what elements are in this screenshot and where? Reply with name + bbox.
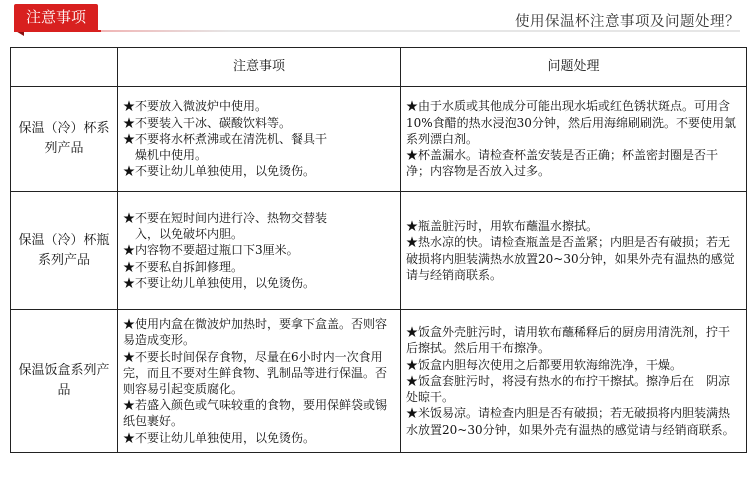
header-empty-cell — [11, 48, 118, 87]
note-line: ★不要让幼儿单独使用，以免烫伤。 — [123, 275, 316, 290]
care-table — [10, 47, 747, 453]
category-cell: 保温饭盒系列产品 — [11, 310, 118, 453]
note-line: ★不要装入干冰、碳酸饮料等。 — [123, 115, 292, 130]
notes-cell — [118, 192, 401, 310]
note-line: ★不要让幼儿单独使用，以免烫伤。 — [123, 164, 316, 179]
note-line: 燥机中使用。 — [135, 148, 208, 163]
note-line: ★不要让幼儿单独使用，以免烫伤。 — [123, 430, 316, 445]
note-line: ★内容物不要超过瓶口下3厘米。 — [123, 243, 299, 258]
table-row — [11, 192, 747, 310]
note-line: ★不要长时间保存食物，尽量在6小时内一次食用完，而且不要对生鲜食物、乳制品等进行保温。否则容易引起变质腐化。 — [123, 349, 388, 396]
note-line: ★不要在短时间内进行冷、热物交替装 — [123, 210, 328, 225]
solution-line: ★饭盒外壳脏污时，请用软布蘸稀释后的厨房用清洗剂，拧干后擦拭。然后用干布擦净。 — [406, 325, 731, 356]
solution-line: ★热水凉的快。请检查瓶盖是否盖紧；内胆是否有破损；若无破损将内胆装满热水放置20~30分钟，如果外壳有温热的感觉请与经销商联系。 — [406, 235, 735, 282]
solution-line: ★饭盒内胆每次使用之后都要用软海绵洗净，干燥。 — [406, 357, 683, 372]
notes-cell — [118, 310, 401, 453]
note-line: 入，以免破坏内胆。 — [135, 227, 244, 242]
table-row — [11, 310, 747, 453]
solution-line: ★米饭易凉。请检查内胆是否有破损；若无破损将内胆装满热水放置20~30分钟，如果外壳有温热的感觉请与经销商联系。 — [406, 406, 735, 437]
solution-line: ★杯盖漏水。请检查杯盖安装是否正确；杯盖密封圈是否干净；内容物是否放入过多。 — [406, 148, 719, 179]
table-row — [11, 87, 747, 192]
category-cell: 保温（冷）杯系列产品 — [11, 87, 118, 192]
solution-line: ★由于水质或其他成分可能出现水垢或红色锈状斑点。可用含10%食醋的热水浸泡30分钟，然后用海绵刷刷洗。不要使用氯系列漂白剂。 — [406, 99, 736, 146]
section-header — [0, 0, 750, 40]
solutions-cell — [401, 192, 747, 310]
solution-line: ★饭盒套脏污时，将浸有热水的布拧干擦拭。擦净后在 阴凉处晾干。 — [406, 373, 731, 405]
category-cell: 保温（冷）杯瓶系列产品 — [11, 192, 118, 310]
notes-cell — [118, 87, 401, 192]
header-notes: 注意事项 — [118, 48, 401, 87]
header-solutions: 问题处理 — [401, 48, 747, 87]
note-line: ★不要私自拆卸修理。 — [123, 259, 244, 274]
solutions-cell — [401, 310, 747, 453]
note-line: ★若盛入颜色或气味较重的食物，要用保鲜袋或锡纸包裹好。 — [123, 398, 388, 429]
note-line: ★使用内盒在微波炉加热时，要拿下盒盖。否则容易造成变形。 — [123, 317, 388, 348]
page-headline: 使用保温杯注意事项及问题处理？ — [515, 14, 740, 30]
section-tag: 注意事项 — [14, 4, 98, 30]
note-line: ★不要放入微波炉中使用。 — [123, 99, 268, 114]
solution-line: ★瓶盖脏污时，用软布蘸温水擦拭。 — [406, 219, 599, 234]
solutions-cell — [401, 87, 747, 192]
table-header-row — [11, 48, 747, 87]
note-line: ★不要将水杯煮沸或在清洗机、餐具干 — [123, 131, 328, 146]
